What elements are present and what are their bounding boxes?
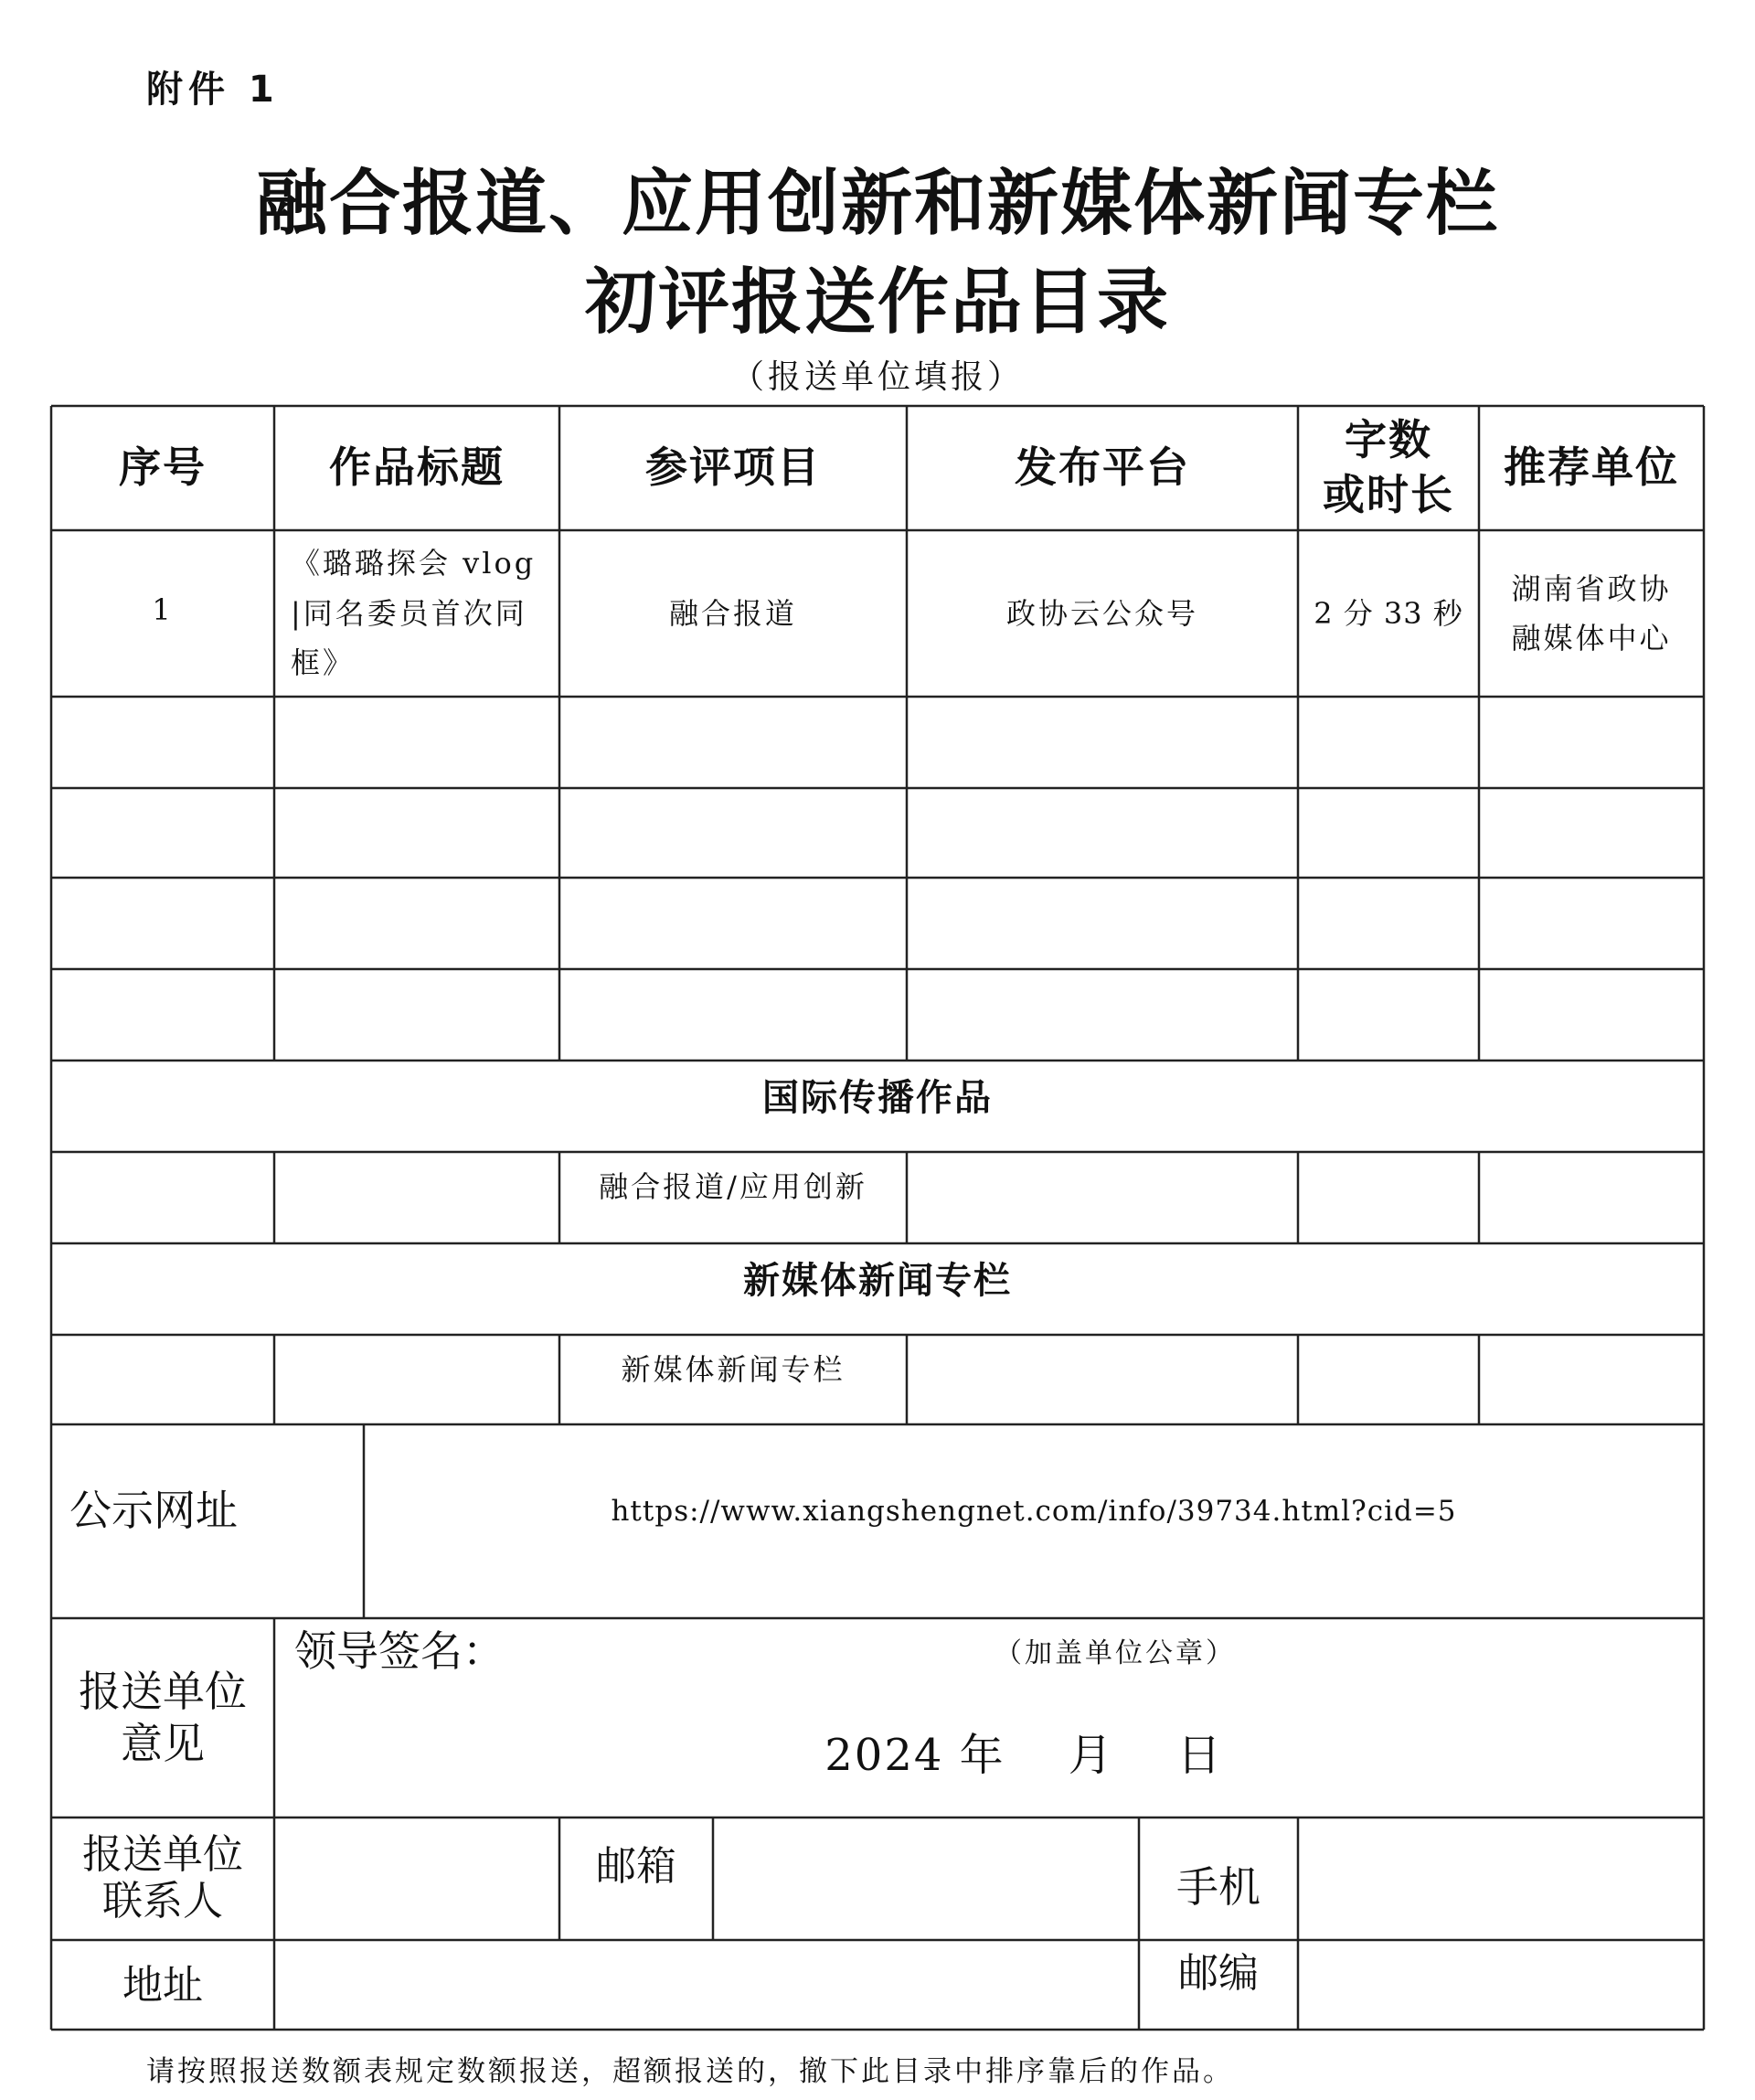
opinion-label-line2: 意见: [121, 1719, 205, 1768]
entry-4-row[interactable]: [51, 878, 1704, 969]
entry-1-length[interactable]: 2 分 33 秒: [1314, 595, 1463, 631]
entry-1-category[interactable]: 融合报道: [668, 595, 797, 631]
footer-note: 请按照报送数额表规定数额报送，超额报送的，撤下此目录中排序靠后的作品。: [146, 2055, 1234, 2088]
attachment-label: 附件 1: [146, 69, 280, 111]
international-category[interactable]: 融合报道/应用创新: [599, 1168, 867, 1204]
email-label: 邮箱: [596, 1842, 676, 1890]
header-length-line2: 或时长: [1323, 470, 1454, 519]
entry-1-platform[interactable]: 政协云公众号: [1005, 595, 1198, 631]
email-field[interactable]: [713, 1818, 1139, 1940]
header-platform: 发布平台: [1015, 442, 1190, 493]
header-recommender: 推荐单位: [1504, 442, 1679, 493]
phone-label: 手机: [1176, 1862, 1260, 1913]
document-subtitle: （报送单位填报）: [730, 358, 1024, 396]
entry-5-row[interactable]: [51, 969, 1704, 1061]
column-category[interactable]: 新媒体新闻专栏: [621, 1351, 846, 1387]
entry-1-seq: 1: [152, 592, 174, 627]
header-work-title: 作品标题: [329, 442, 505, 493]
public-url-value[interactable]: https://www.xiangshengnet.com/info/39734.html?cid=5: [611, 1494, 1457, 1528]
seal-note: （加盖单位公章）: [994, 1636, 1236, 1669]
public-url-label: 公示网址: [69, 1486, 238, 1536]
header-length: [1298, 406, 1479, 530]
opinion-date[interactable]: 2024 年 月 日: [824, 1730, 1223, 1781]
phone-field[interactable]: [1298, 1818, 1704, 1940]
header-category: 参评项目: [645, 442, 821, 493]
contact-label-line1: 报送单位: [82, 1831, 243, 1879]
contact-label-line2: 联系人: [102, 1878, 223, 1924]
opinion-label-line1: 报送单位: [79, 1666, 247, 1716]
document-title-line1: 融合报道、应用创新和新媒体新闻专栏: [255, 162, 1499, 245]
entry-1-title[interactable]: 《璐璐探会 vlog |同名委员首次同框》: [291, 546, 537, 681]
zip-label: 邮编: [1178, 1949, 1259, 1997]
header-seq: 序号: [119, 442, 207, 493]
header-length-line1: 字数: [1345, 415, 1432, 465]
address-field[interactable]: [274, 1940, 1139, 2030]
contact-person-label: [51, 1818, 274, 1940]
address-label: 地址: [122, 1961, 203, 2009]
section-international-heading: 国际传播作品: [762, 1076, 993, 1119]
entry-2-row[interactable]: [51, 697, 1704, 786]
opinion-label: [51, 1618, 274, 1818]
entry-1-recommender[interactable]: 湖南省政协融媒体中心: [1511, 570, 1672, 656]
zip-field[interactable]: [1298, 1940, 1704, 2030]
entry-3-row[interactable]: [51, 788, 1704, 878]
document-title-line2: 初评报送作品目录: [584, 261, 1170, 344]
contact-person-field[interactable]: [274, 1818, 559, 1940]
leader-signature-label: 领导签名：: [294, 1626, 505, 1677]
section-column-heading: 新媒体新闻专栏: [743, 1259, 1012, 1302]
